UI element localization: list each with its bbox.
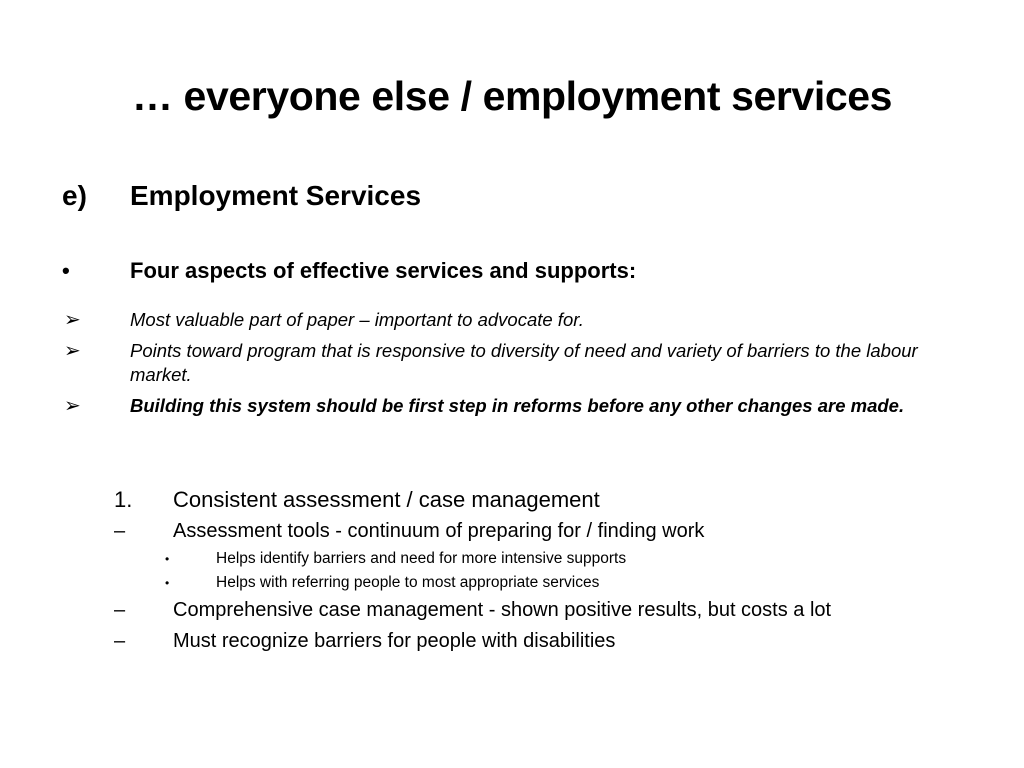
numbered-item-text: Consistent assessment / case management xyxy=(173,487,600,512)
bullet-icon: • xyxy=(62,258,70,283)
arrow-bullet-icon: ➢ xyxy=(64,340,81,362)
dash-item-text: Assessment tools - continuum of preparing for / finding work xyxy=(173,520,705,542)
slide-title: … everyone else / employment services xyxy=(131,73,893,119)
arrow-point-text: Building this system should be first step in reforms before any other changes are made. xyxy=(130,395,905,416)
small-bullet-icon: • xyxy=(165,552,170,566)
arrow-point-text: Most valuable part of paper – important to advocate for. xyxy=(130,309,584,330)
arrow-bullet-icon: ➢ xyxy=(64,395,81,417)
small-bullet-text: Helps identify barriers and need for more intensive supports xyxy=(216,550,627,567)
dash-item-text: Must recognize barriers for people with disabilities xyxy=(173,630,616,652)
section-marker: e) xyxy=(62,180,87,211)
dash-marker: – xyxy=(114,520,126,542)
section-label: Employment Services xyxy=(130,180,422,211)
number-marker: 1. xyxy=(114,487,133,512)
dash-marker: – xyxy=(114,599,126,621)
small-bullet-icon: • xyxy=(165,576,170,590)
subheading-label: Four aspects of effective services and supports: xyxy=(130,258,637,283)
arrow-bullet-icon: ➢ xyxy=(64,309,81,331)
arrow-point-text: Points toward program that is responsive to diversity of need and variety of barriers to the labour market. xyxy=(130,340,918,385)
dash-item-text: Comprehensive case management - shown positive results, but costs a lot xyxy=(173,599,832,621)
dash-marker: – xyxy=(114,630,126,652)
small-bullet-text: Helps with referring people to most appropriate services xyxy=(216,574,600,591)
